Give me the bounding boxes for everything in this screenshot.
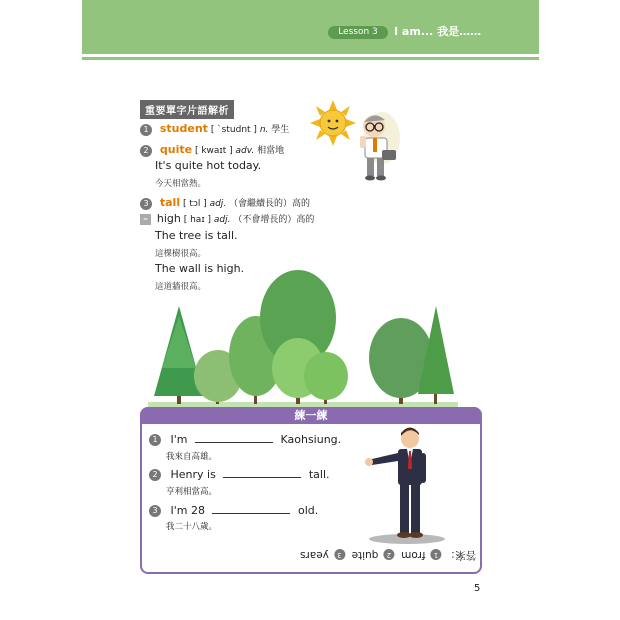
- number-badge: 3: [334, 550, 345, 561]
- number-badge: 1: [149, 434, 161, 446]
- sun-illustration: [308, 100, 358, 146]
- number-badge: 2: [383, 550, 394, 561]
- meaning: （會繼續長的）高的: [229, 199, 311, 209]
- vocab-word: quite: [159, 143, 193, 156]
- example-en: The tree is tall.: [155, 229, 238, 242]
- phonetic: [ tɔl ]: [182, 199, 207, 209]
- answer-blank[interactable]: [195, 432, 273, 443]
- compare-icon: ≈: [140, 214, 151, 225]
- page-number: 5: [474, 583, 481, 594]
- answer-word: years: [300, 549, 329, 561]
- example-en: The wall is high.: [155, 262, 245, 275]
- answer-blank[interactable]: [212, 503, 290, 514]
- example-zh: 今天相當熱。: [155, 179, 207, 189]
- meaning: （不會增長的）高的: [233, 215, 315, 225]
- question-translation: 我來自高雄。: [166, 452, 218, 462]
- phonetic: [ haɪ ]: [183, 215, 212, 225]
- question-text: Kaohsiung.: [280, 433, 342, 446]
- vocab-item-2: [140, 143, 284, 157]
- part-of-speech: adv.: [235, 146, 255, 156]
- vocab-word: tall: [159, 196, 181, 209]
- question-text: I'm: [170, 433, 188, 446]
- answer-key: [300, 548, 476, 563]
- answer-label: 答案：: [444, 549, 477, 561]
- vocab-item-3: [140, 196, 310, 210]
- lesson-title: I am... 我是……: [394, 25, 482, 38]
- number-badge: 3: [149, 505, 161, 517]
- answer-blank[interactable]: [223, 467, 301, 478]
- question-text: tall.: [308, 468, 330, 481]
- question-translation: 我二十八歲。: [166, 522, 218, 532]
- number-badge: 1: [431, 550, 442, 561]
- answer-word: from: [401, 549, 426, 561]
- compare-item: [140, 212, 314, 225]
- part-of-speech: n.: [259, 125, 269, 135]
- lesson-badge: Lesson 3: [328, 26, 388, 39]
- number-badge: 2: [140, 145, 152, 157]
- phonetic: [ ˋstudnt ]: [210, 125, 257, 135]
- number-badge: 2: [149, 469, 161, 481]
- header-rule: [82, 57, 539, 60]
- question-text: Henry is: [170, 468, 216, 481]
- meaning: 相當地: [257, 146, 285, 156]
- vocab-item-1: [140, 122, 289, 136]
- forest-illustration: [148, 268, 458, 410]
- compare-word: high: [156, 212, 181, 225]
- question-text: I'm 28: [170, 504, 205, 517]
- example-zh: 這棵樹很高。: [155, 249, 207, 259]
- number-badge: 1: [140, 124, 152, 136]
- practice-question-2: [149, 467, 330, 481]
- example-en: It's quite hot today.: [155, 159, 262, 172]
- question-translation: 亨利相當高。: [166, 487, 218, 497]
- number-badge: 3: [140, 198, 152, 210]
- practice-title: 練一練: [140, 407, 482, 424]
- teacher-illustration: [352, 108, 402, 188]
- example-zh: 這道牆很高。: [155, 282, 207, 292]
- part-of-speech: adj.: [209, 199, 227, 209]
- answer-word: quite: [351, 549, 379, 561]
- practice-question-1: [149, 432, 341, 446]
- vocab-section-title: 重要單字片語解析: [140, 100, 234, 119]
- question-text: old.: [297, 504, 319, 517]
- phonetic: [ kwaɪt ]: [194, 146, 233, 156]
- practice-question-3: [149, 503, 318, 517]
- meaning: 學生: [271, 125, 290, 135]
- part-of-speech: adj.: [213, 215, 231, 225]
- businessman-illustration: [362, 425, 452, 545]
- vocab-word: student: [159, 122, 208, 135]
